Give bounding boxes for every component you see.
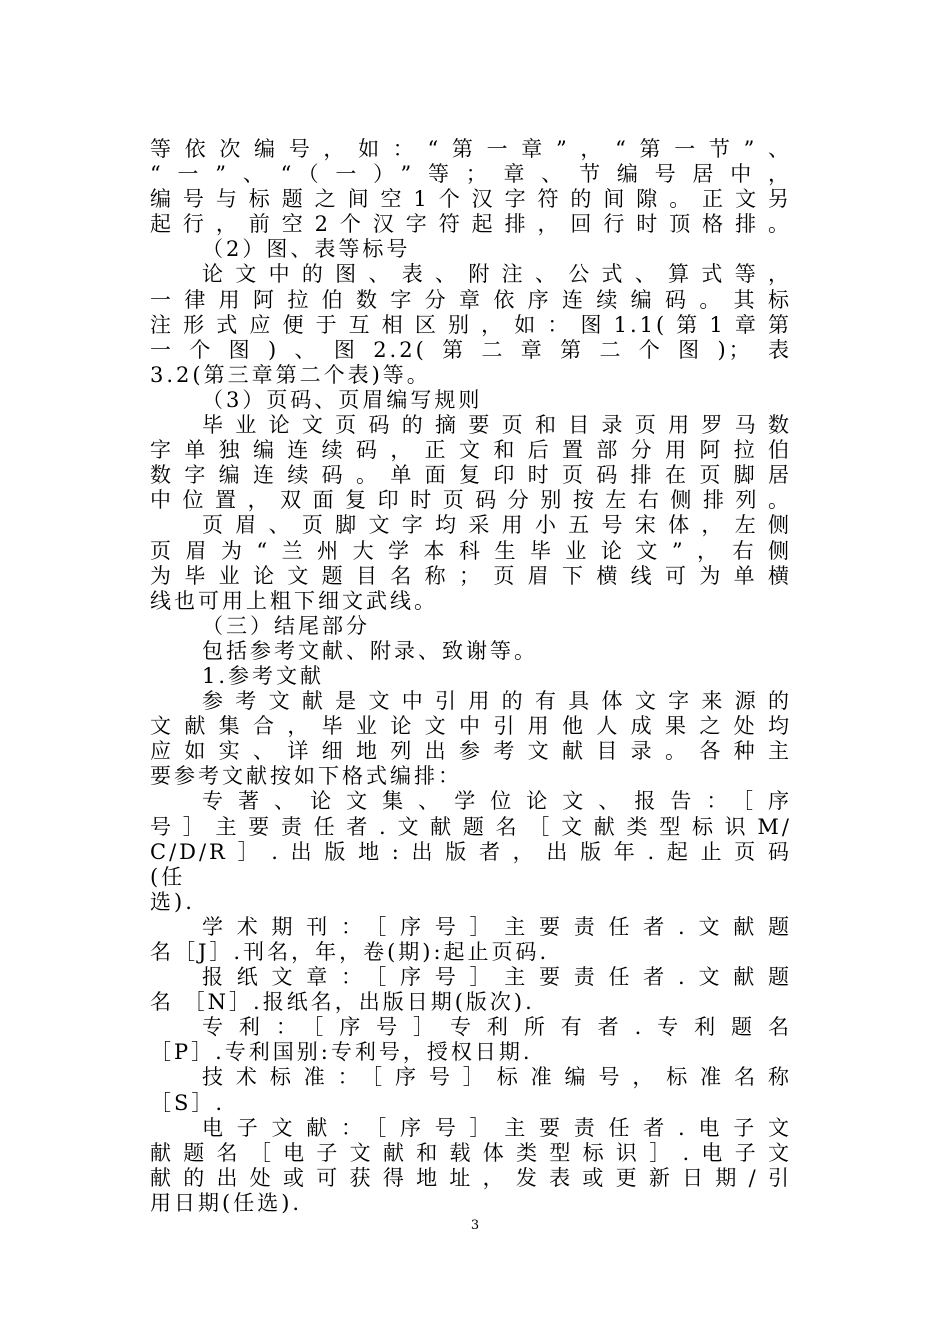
text-line: 一个图)、图2.2(第二章第二个图)；表 [150,337,792,362]
subsection-heading: （3）页码、页眉编写规则 [202,387,483,412]
page-number: 3 [470,1218,480,1233]
text-line: 字单独编连续码，正文和后置部分用阿拉伯 [150,438,792,463]
text-line: 报纸文章：［序号］主要责任者.文献题 [202,965,792,990]
text-line: 名［J］.刊名，年，卷(期):起止页码. [150,940,550,964]
text-line: C/D/R］.出版地:出版者，出版年.起止页码 [150,839,792,864]
text-line: ［S］. [150,1090,226,1115]
text-line: 要参考文献按如下格式编排： [150,764,462,789]
text-line: 毕业论文页码的摘要页和目录页用罗马数 [202,413,792,438]
text-line: 起行，前空2个汉字符起排，回行时顶格排。 [150,212,792,237]
text-line: 选). [150,889,195,914]
subsection-heading: （2）图、表等标号 [202,237,411,262]
text-line: 等依次编号，如：“第一章”，“第一节”、 [150,137,792,161]
text-line: 一律用阿拉伯数字分章依序连续编码。其标 [150,287,792,312]
text-line: 电子文献：［序号］主要责任者.电子文 [202,1115,792,1140]
text-line: 编号与标题之间空1个汉字符的间隙。正文另 [150,187,792,212]
text-line: 数字编连续码。单面复印时页码排在页脚居 [150,463,792,488]
text-line: 专利：［序号］专利所有者.专利题名 [202,1015,792,1040]
text-line: ［P］.专利国别:专利号，授权日期. [150,1040,533,1065]
subsection-heading: 1.参考文献 [202,663,325,688]
text-line: 页眉为“兰州大学本科生毕业论文”，右侧 [150,538,792,563]
text-line: (任 [150,864,186,889]
text-line: 参考文献是文中引用的有具体文字来源的 [202,689,792,714]
body-text [150,137,792,1216]
text-line: 注形式应便于互相区别，如：图1.1(第1章第 [150,312,792,337]
text-line: 献题名［电子文献和载体类型标识］.电子文 [150,1140,792,1165]
text-line: 名 ［N］.报纸名，出版日期(版次). [150,990,535,1015]
text-line: 中位置，双面复印时页码分别按左右侧排列。 [150,488,792,513]
text-line: 为毕业论文题目名称；页眉下横线可为单横 [150,563,792,588]
text-line: 页眉、页脚文字均采用小五号宋体，左侧 [202,513,792,538]
text-line: 号］主要责任者.文献题名［文献类型标识M/ [150,814,792,839]
text-line: 学术期刊：［序号］主要责任者.文献题 [202,914,792,939]
text-line: 用日期(任选). [150,1190,303,1215]
text-line: 包括参考文献、附录、致谢等。 [202,638,538,663]
text-line: “一”、“（一）”等；章、节编号居中， [150,162,792,187]
section-heading: （三）结尾部分 [202,613,370,638]
text-line: 文献集合，毕业论文中引用他人成果之处均 [150,714,792,739]
text-line: 应如实、详细地列出参考文献目录。各种主 [150,739,792,764]
text-line: 线也可用上粗下细文武线。 [150,588,438,613]
text-line: 献的出处或可获得地址，发表或更新日期/引 [150,1165,792,1190]
text-line: 论文中的图、表、附注、公式、算式等， [202,262,792,287]
text-line: 专著、论文集、学位论文、报告：［序 [202,789,792,814]
text-line: 技术标准：［序号］标准编号，标准名称 [202,1065,792,1090]
text-line: 3.2(第三章第二个表)等。 [150,362,431,387]
